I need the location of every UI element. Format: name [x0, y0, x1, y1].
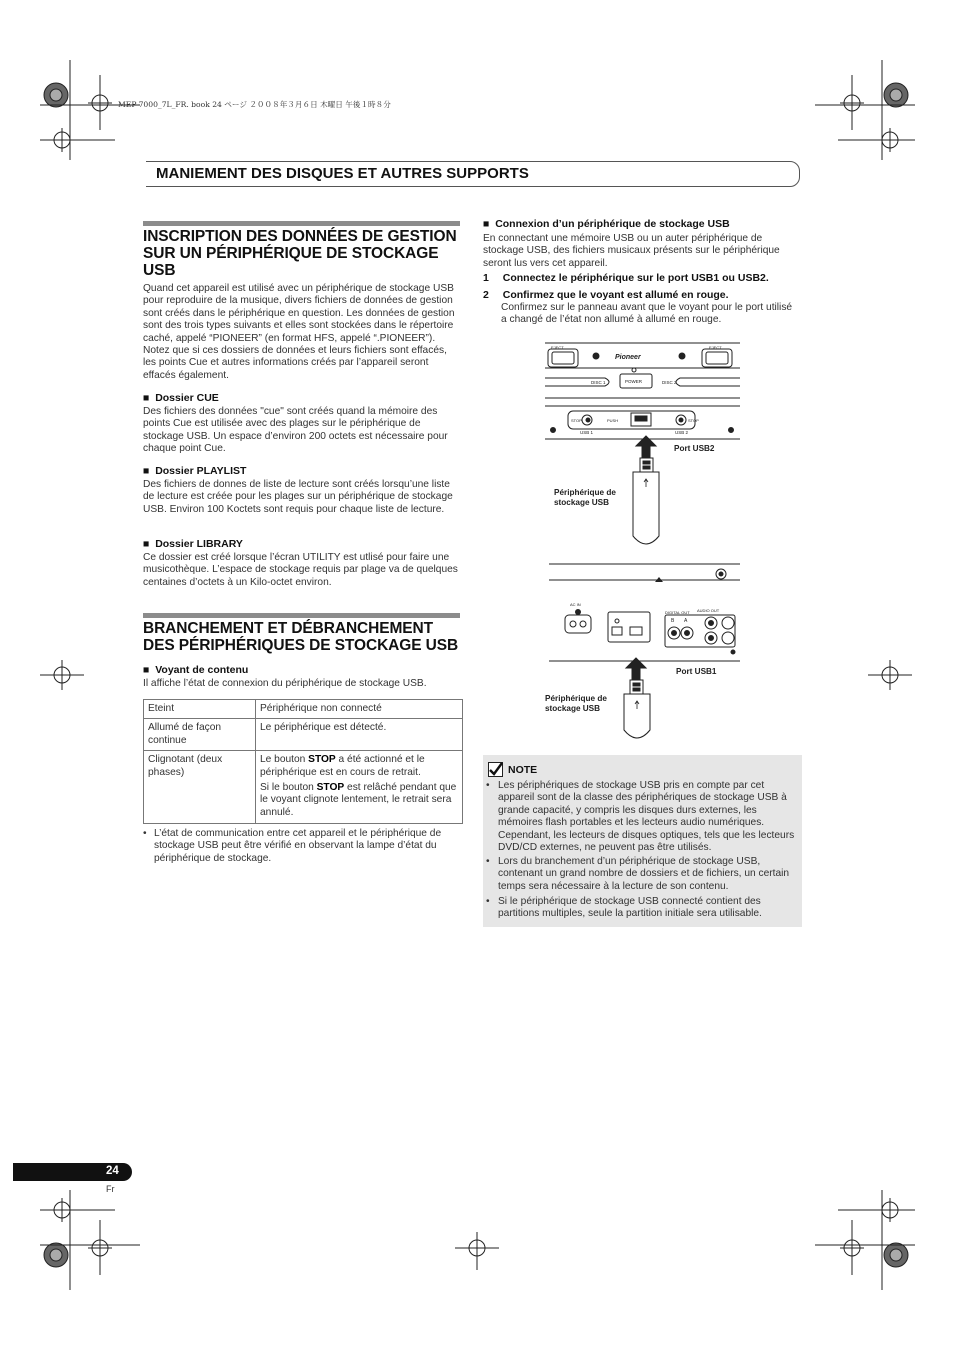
- square-bullet-icon: ■: [143, 664, 150, 676]
- section-title-inscription: INSCRIPTION DES DONNÉES DE GESTION SUR UN PÉRIPHÉRIQUE DE STOCKAGE USB: [143, 228, 457, 279]
- checkmark-icon: [488, 762, 503, 777]
- table-cell: Eteint: [144, 700, 256, 719]
- usb-device-label-2: Périphérique de stockage USB: [545, 694, 607, 713]
- book-info-line: MEP-7000_7L_FR. book 24 ページ ２００８年３月６日 木曜日 午後１時８分: [118, 100, 391, 109]
- subheading-cue: ■ Dossier CUE: [143, 392, 219, 404]
- rear-a-label: A: [684, 618, 688, 624]
- list-item: • Si le périphérique de stockage USB connecté contient des partitions multiples, seule la partition initiale sera utilisable.: [486, 896, 762, 920]
- table-cell: [256, 751, 463, 824]
- rear-b-label: B: [671, 618, 675, 624]
- connexion-text: En connectant une mémoire USB ou un auter périphérique de stockage USB, des fichiers musicaux présents sur le périphérique seront lus vers cet appareil.: [483, 233, 780, 269]
- rear-digital-out-label: DIGITAL OUT: [665, 610, 690, 615]
- rear-audio-out-label: AUDIO OUT: [697, 608, 720, 613]
- chapter-header: [142, 161, 800, 187]
- section-bar: [143, 613, 460, 618]
- front-usb1-label: USB 1: [580, 430, 594, 435]
- bullet-dot: •: [486, 856, 490, 867]
- rear-ac-in-label: AC IN: [570, 602, 581, 607]
- square-bullet-icon: ■: [143, 392, 150, 404]
- front-eject-right: EJECT: [709, 345, 722, 350]
- cue-text: Des fichiers des données "cue" sont créés quand la mémoire des points Cue est utilisée avec des plages sur le périphérique de stockage USB. Un espace d’environ 200 octets est nécessaire pour chaque point Cue.: [143, 406, 448, 455]
- indicator-state-table: [143, 699, 463, 824]
- bullet-dot: •: [486, 896, 490, 907]
- list-item: • Lors du branchement d’un périphérique de stockage USB, contenant un grand nombre de dossiers et de fichiers, un certain temps sera nécessaire à la lecture de son contenu.: [486, 856, 790, 892]
- square-bullet-icon: ■: [143, 538, 150, 550]
- subheading-playlist: ■ Dossier PLAYLIST: [143, 465, 247, 477]
- section-title-branchement: BRANCHEMENT ET DÉBRANCHEMENT DES PÉRIPHÉRIQUES DE STOCKAGE USB: [143, 620, 459, 654]
- front-stop-right: STOP: [688, 418, 699, 423]
- square-bullet-icon: ■: [143, 465, 150, 477]
- table-row: [144, 751, 463, 824]
- step-1: 1 Connectez le périphérique sur le port USB1 ou USB2.: [483, 272, 769, 284]
- table-cell: Clignotant (deux phases): [144, 751, 256, 824]
- table-cell: Périphérique non connecté: [256, 700, 463, 719]
- library-text: Ce dossier est créé lorsque l’écran UTILITY est utlisé pour faire une musicothèque. L’espace de stockage requis par plage va de quelques centaines d’octets à un Kilo-octet environ.: [143, 552, 458, 588]
- table-cell: Allumé de façon continue: [144, 719, 256, 751]
- front-eject-left: EJECT: [551, 345, 564, 350]
- front-usb2-label: USB 2: [675, 430, 689, 435]
- subheading-library: ■ Dossier LIBRARY: [143, 538, 243, 550]
- square-bullet-icon: ■: [483, 218, 490, 230]
- step-2: 2 Confirmez que le voyant est allumé en rouge.: [483, 289, 729, 301]
- playlist-text: Des fichiers de donnes de liste de lecture sont créés lorsqu’une liste de lecture est créée pour les plages sur un périphérique de stockage USB. Environ 100 Koctets sont requis pour chaque liste de lecture.: [143, 479, 453, 515]
- section-bar: [143, 221, 460, 226]
- step-2-text: Confirmez sur le panneau avant que le voyant pour le port utilisé a changé de l’état non allumé à allumé en rouge.: [501, 302, 793, 326]
- front-disc1-label: DISC 1: [591, 380, 606, 385]
- port-usb2-label: Port USB2: [674, 444, 715, 453]
- front-power-label: POWER: [625, 379, 643, 384]
- usb-device-label-1: Périphérique de stockage USB: [554, 488, 616, 507]
- front-stop-left: STOP: [571, 418, 582, 423]
- chapter-left-bar: [142, 161, 146, 187]
- table-cell: Le périphérique est détecté.: [256, 719, 463, 751]
- table-row: [144, 700, 463, 719]
- stop-pressed-text: Le bouton STOP a été actionné et le périphérique est en cours de retrait.: [260, 754, 425, 778]
- front-brand-logo: Pioneer: [615, 354, 641, 361]
- list-item: • Les périphériques de stockage USB pris en compte par cet appareil sont de la classe des périphériques de stockage USB à grande capacité, y compris les disques durs externes, les mémoires flash portables et les lecteurs audio numériques. Cependant, les lecteurs de disques optiques, tels que les lecteurs DVD/CD externes, ne peuvent pas être utilisés.: [486, 780, 795, 854]
- rear-panel-diagram: [545, 560, 740, 750]
- front-disc2-label: DISC 2: [662, 380, 677, 385]
- language-code: Fr: [106, 1184, 115, 1194]
- subheading-connexion: ■ Connexion d’un périphérique de stockage USB: [483, 218, 730, 230]
- note-title: NOTE: [508, 764, 538, 776]
- table-row: [144, 719, 463, 751]
- section-intro: Quand cet appareil est utilisé avec un périphérique de stockage USB pour reproduire de la musique, divers fichiers de données de gestion sont créés dans le périphérique en question. Les données de gestion sont des trois types suivants et elles sont stockées dans le répertoire caché, appelé “PIONEER” (en format HFS, appelé “.PIONEER”). Notez que si ces dossiers de données et leurs fichiers sont effacés, les points Cue et autres informations créés par l’appareil seront effacés également.: [143, 283, 455, 381]
- note-box: [483, 755, 802, 927]
- stop-released-text: Si le bouton STOP est relâché pendant que le voyant clignote lentement, le retrait sera annulé.: [260, 782, 457, 818]
- chapter-title: MANIEMENT DES DISQUES ET AUTRES SUPPORTS: [156, 165, 529, 182]
- bullet-dot: •: [486, 780, 490, 791]
- front-push-label: PUSH: [607, 418, 619, 423]
- indicator-text: Il affiche l’état de connexion du périphérique de stockage USB.: [143, 678, 427, 689]
- bullet-dot: •: [143, 828, 147, 839]
- subheading-indicator: ■ Voyant de contenu: [143, 664, 249, 676]
- page-number-tab: [13, 1163, 132, 1181]
- page-number: 24: [106, 1165, 119, 1177]
- port-usb1-label: Port USB1: [676, 667, 717, 676]
- list-item: • L’état de communication entre cet appareil et le périphérique de stockage USB peut être vérifié en observant la lampe d’état du périphérique de stockage.: [143, 828, 442, 864]
